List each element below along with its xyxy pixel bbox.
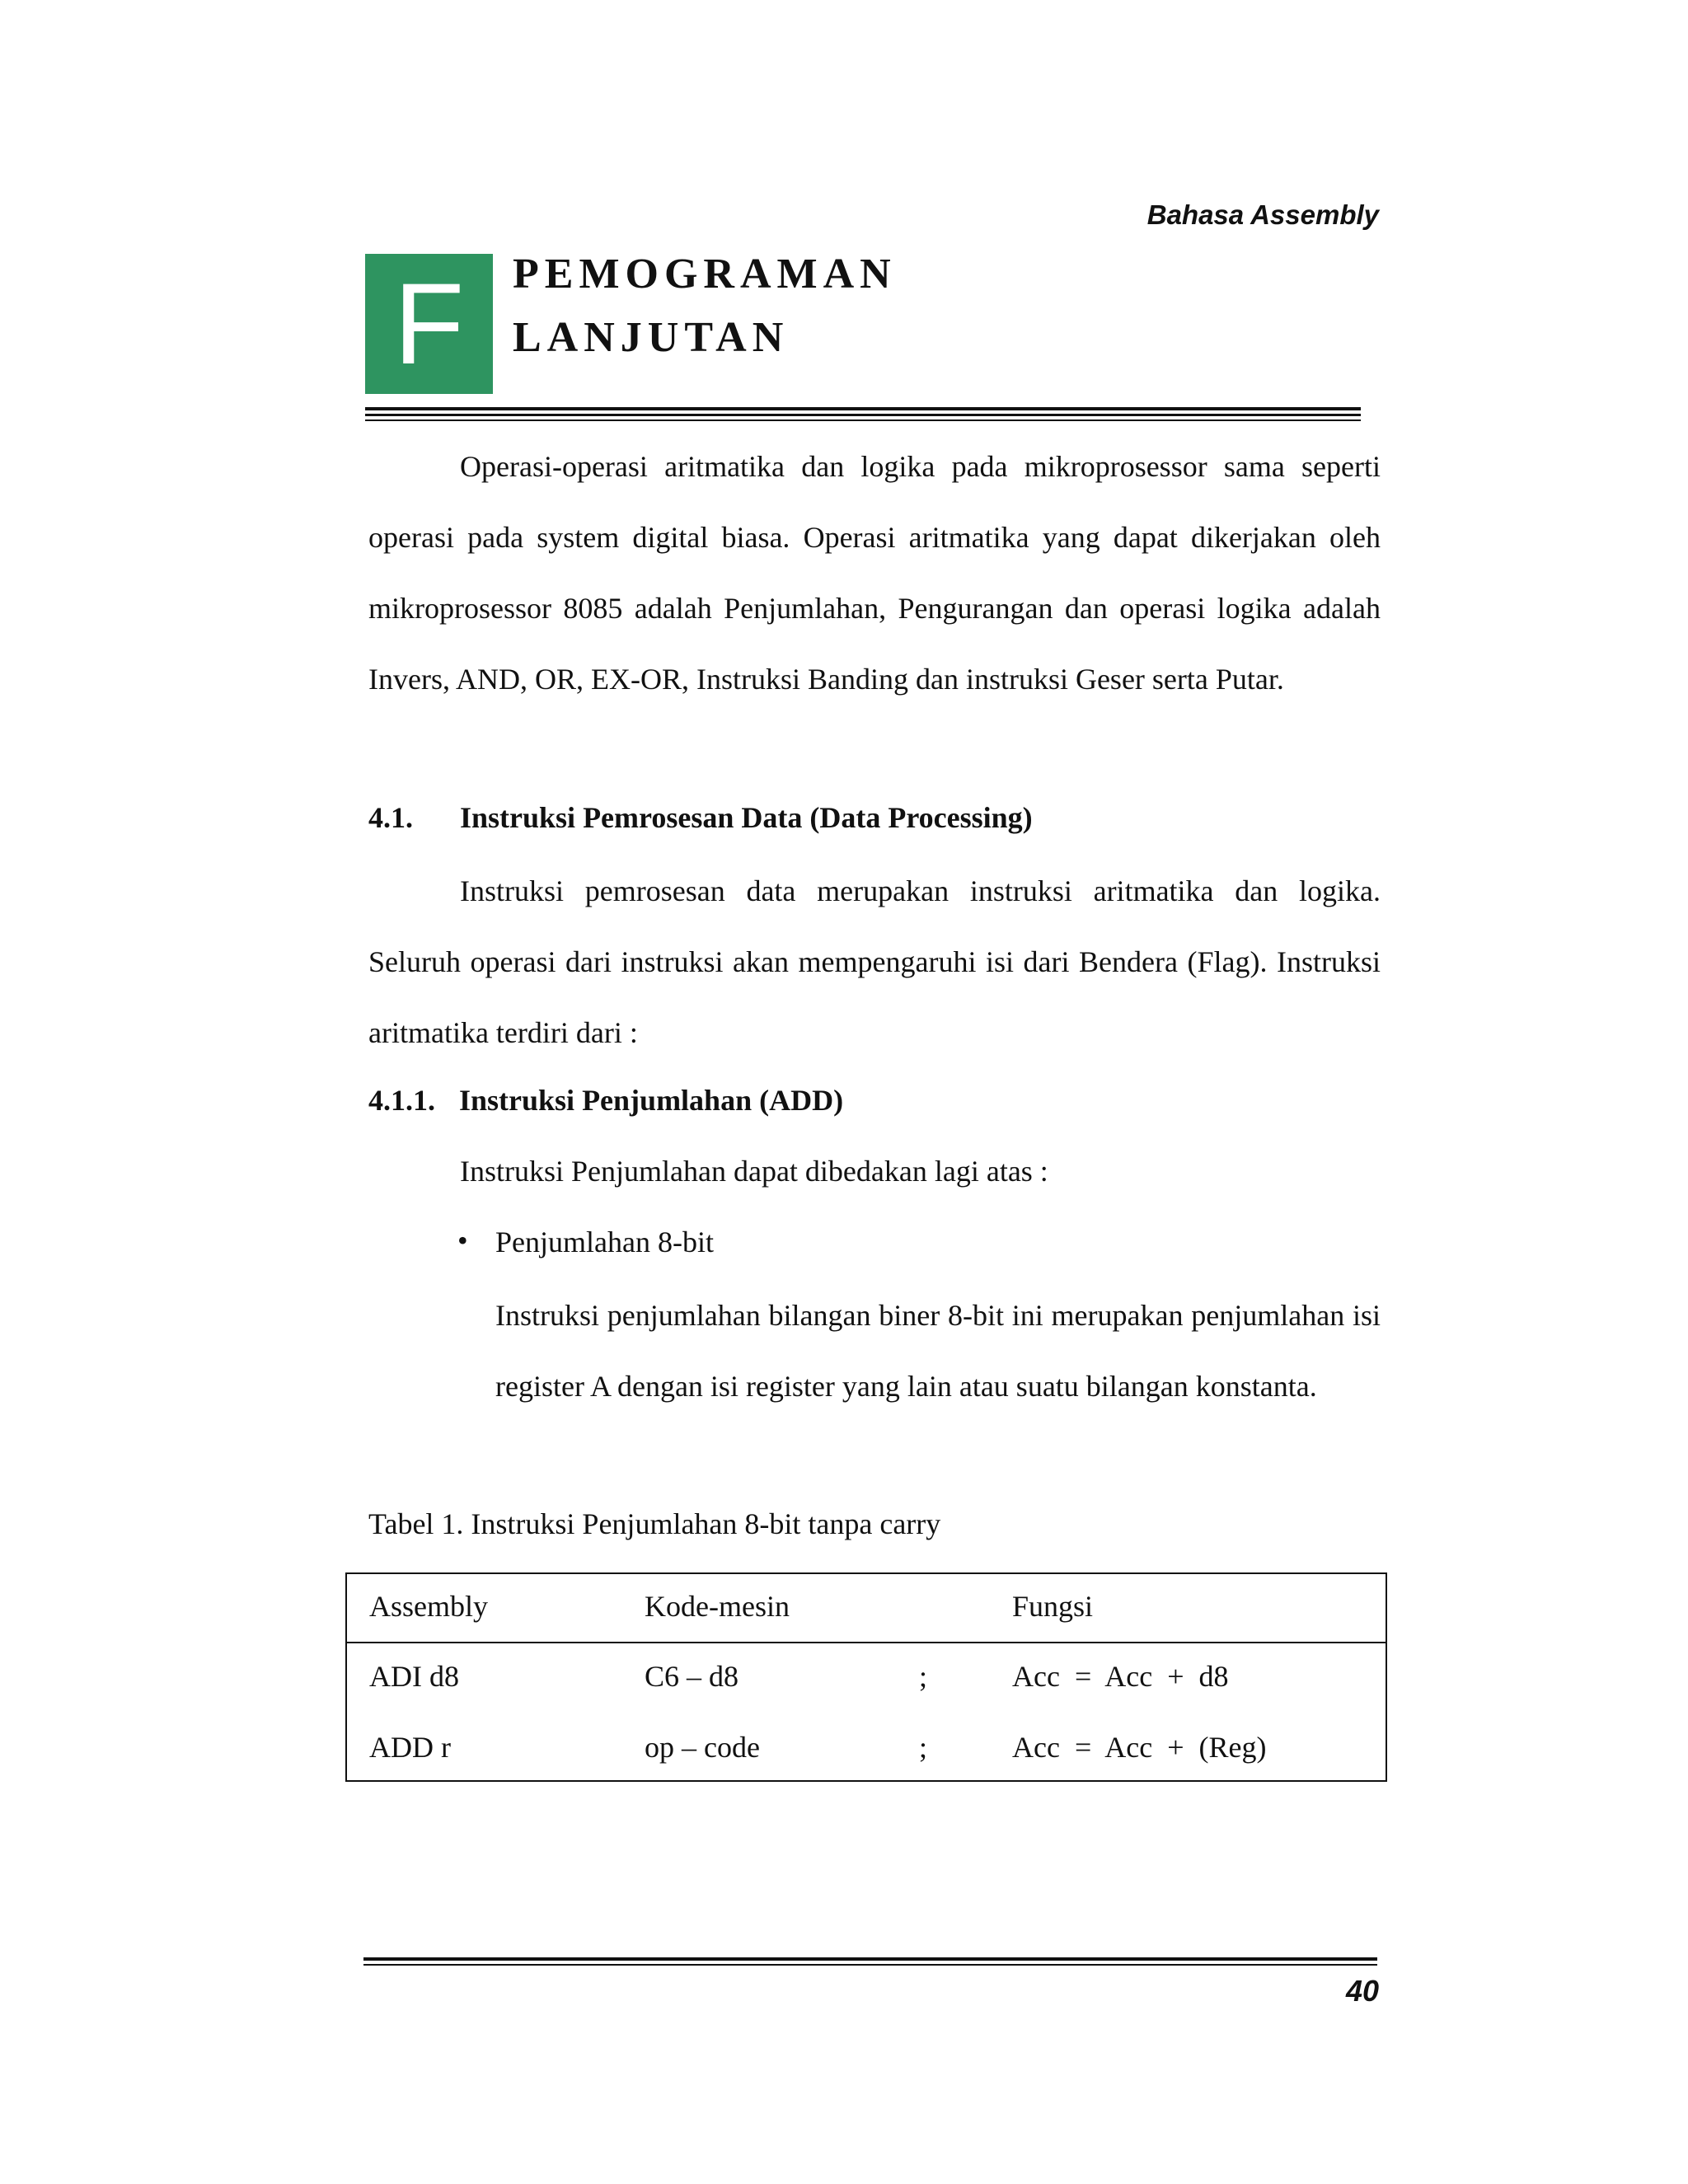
section-4-1-title: Instruksi Pemrosesan Data (Data Processing) xyxy=(460,801,1033,834)
section-4-1-1-number: 4.1.1. xyxy=(368,1084,435,1117)
table-header-divider xyxy=(347,1642,1386,1643)
table-cell-function: Acc = Acc + d8 xyxy=(1012,1660,1229,1693)
intro-paragraph: Operasi-operasi aritmatika dan logika pada mikroprosessor sama seperti operasi pada system digital biasa. Operasi aritmatika yang dapat dikerjakan oleh mikroprosessor 8085 adalah Penjumlahan, Pengurangan dan operasi logika adalah Invers, AND, OR, EX-OR, Instruksi Banding dan instruksi Geser serta Putar. xyxy=(368,450,1381,696)
page-number: 40 xyxy=(1345,1974,1379,2008)
instruction-table xyxy=(345,1572,1387,1782)
table-caption: Tabel 1. Instruksi Penjumlahan 8-bit tanpa carry xyxy=(368,1507,941,1540)
chapter-letter: F xyxy=(393,259,465,388)
table-header-function: Fungsi xyxy=(1012,1590,1094,1623)
table-cell-separator: ; xyxy=(919,1731,928,1764)
running-header: Bahasa Assembly xyxy=(1146,199,1379,230)
chapter-title-line-1: PEMOGRAMAN xyxy=(513,251,897,298)
chapter-title-line-2: LANJUTAN xyxy=(513,314,790,361)
table-cell-assembly: ADI d8 xyxy=(369,1660,459,1693)
section-4-1-1-title: Instruksi Penjumlahan (ADD) xyxy=(459,1084,844,1117)
table-cell-function: Acc = Acc + (Reg) xyxy=(1012,1731,1267,1764)
bullet-icon: • xyxy=(457,1224,468,1257)
table-cell-code: C6 – d8 xyxy=(645,1660,739,1693)
section-4-1-number: 4.1. xyxy=(368,801,413,834)
bullet-paragraph: Instruksi penjumlahan bilangan biner 8-bit ini merupakan penjumlahan isi register A dengan isi register yang lain atau suatu bilangan konstanta. xyxy=(495,1299,1381,1403)
table-header-assembly: Assembly xyxy=(369,1590,488,1623)
chapter-letter-box xyxy=(365,254,493,394)
section-4-1-paragraph: Instruksi pemrosesan data merupakan instruksi aritmatika dan logika. Seluruh operasi dari instruksi akan mempengaruhi isi dari Bendera (Flag). Instruksi aritmatika terdiri dari : xyxy=(368,874,1381,1049)
section-4-1-1-intro: Instruksi Penjumlahan dapat dibedakan lagi atas : xyxy=(460,1155,1048,1188)
bullet-item: Penjumlahan 8-bit xyxy=(495,1226,714,1258)
table-cell-separator: ; xyxy=(919,1660,928,1693)
table-cell-code: op – code xyxy=(645,1731,760,1764)
table-header-code: Kode-mesin xyxy=(645,1590,790,1623)
table-cell-assembly: ADD r xyxy=(369,1731,451,1764)
